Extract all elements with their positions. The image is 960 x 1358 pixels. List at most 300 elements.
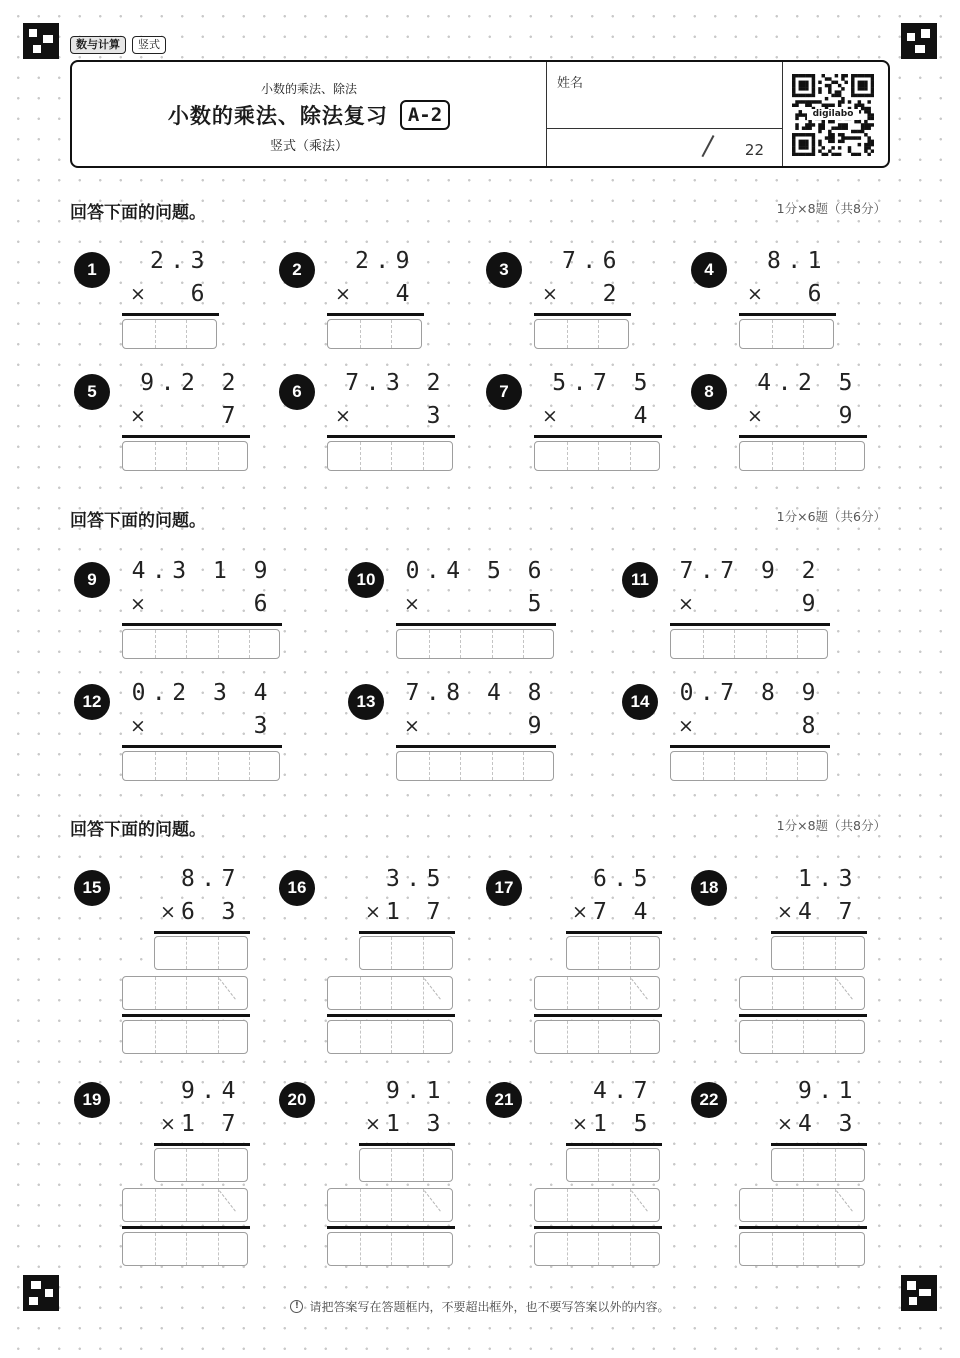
cell-divider: [155, 1021, 156, 1053]
cell-divider: [598, 1189, 599, 1221]
multiplier: 6: [190, 281, 211, 307]
corner-marker-top-right: [901, 23, 937, 59]
sum-line: [739, 1226, 867, 1229]
problem-number-badge: 1: [74, 252, 110, 288]
cell-divider: [803, 1189, 804, 1221]
answer-line: [739, 313, 836, 316]
diagonal-guide: [219, 978, 236, 999]
diagonal-guide: [424, 1190, 441, 1211]
cell-divider: [423, 1149, 424, 1181]
cell-divider: [567, 977, 568, 1009]
answer-line: [566, 1143, 662, 1146]
cell-divider: [630, 937, 631, 969]
problem-7: [486, 370, 672, 574]
multiplier: 3: [426, 403, 447, 429]
sum-line: [122, 1014, 250, 1017]
problem-number-badge: 16: [279, 870, 315, 906]
answer-box[interactable]: [122, 976, 248, 1010]
answer-line: [122, 435, 250, 438]
problem-number-badge: 10: [348, 562, 384, 598]
info-icon: !: [290, 1300, 303, 1313]
cell-divider: [797, 630, 798, 658]
problem-number-badge: 14: [622, 684, 658, 720]
page-title: [72, 100, 546, 130]
answer-box[interactable]: [566, 936, 660, 970]
multiplier: 4 7: [797, 899, 859, 925]
score-total: 22: [744, 141, 764, 159]
cell-divider: [797, 752, 798, 780]
topic-tags: [70, 36, 166, 54]
answer-box[interactable]: [534, 319, 629, 349]
multiplier: 1 7: [385, 899, 447, 925]
answer-line: [327, 313, 424, 316]
cell-divider: [155, 320, 156, 348]
cell-divider: [803, 320, 804, 348]
times-sign: ×: [335, 283, 351, 305]
cell-divider: [423, 442, 424, 470]
multiplicand: 7.7 9 2: [679, 558, 822, 584]
answer-box[interactable]: [327, 1232, 453, 1266]
cell-divider: [155, 977, 156, 1009]
times-sign: ×: [572, 1113, 588, 1135]
answer-line: [771, 1143, 867, 1146]
answer-box[interactable]: [122, 1232, 248, 1266]
cell-divider: [567, 320, 568, 348]
answer-box[interactable]: [771, 936, 865, 970]
multiplicand: 8.1: [766, 248, 828, 274]
multiplier: 6: [807, 281, 828, 307]
problem-number-badge: 7: [486, 374, 522, 410]
answer-line: [154, 1143, 250, 1146]
cell-divider: [186, 442, 187, 470]
multiplicand: 9.4: [180, 1078, 242, 1104]
answer-box[interactable]: [154, 936, 248, 970]
answer-box[interactable]: [534, 976, 660, 1010]
multiplier: 7 4: [592, 899, 654, 925]
problem-number-badge: 13: [348, 684, 384, 720]
answer-line: [122, 745, 282, 748]
multiplicand: 7.3 2: [345, 370, 447, 396]
cell-divider: [186, 937, 187, 969]
subtitle: 竖式（乘法）: [269, 139, 348, 154]
problem-number-badge: 20: [279, 1082, 315, 1118]
multiplicand: 1.3: [797, 866, 859, 892]
cell-divider: [598, 1021, 599, 1053]
times-sign: ×: [542, 283, 558, 305]
multiplicand: 9.1: [797, 1078, 859, 1104]
cell-divider: [391, 1189, 392, 1221]
problem-16: [279, 866, 465, 1070]
cell-divider: [803, 442, 804, 470]
cell-divider: [218, 442, 219, 470]
multiplicand: 3.5: [385, 866, 447, 892]
multiplier: 4: [395, 281, 416, 307]
multiplier: 1 3: [385, 1111, 447, 1137]
cell-divider: [630, 442, 631, 470]
section-1-score: 1分×8题（共8分）: [776, 201, 886, 216]
cell-divider: [218, 977, 219, 1009]
sum-line: [327, 1226, 455, 1229]
cell-divider: [186, 1189, 187, 1221]
multiplier: 4 3: [797, 1111, 859, 1137]
section-3-title: 回答下面的问题。: [70, 820, 206, 840]
multiplier: 6: [253, 591, 274, 617]
times-sign: ×: [572, 901, 588, 923]
answer-box[interactable]: [739, 1232, 865, 1266]
cell-divider: [523, 630, 524, 658]
answer-box[interactable]: [739, 1188, 865, 1222]
answer-box[interactable]: [122, 1188, 248, 1222]
problem-number-badge: 17: [486, 870, 522, 906]
answer-box[interactable]: [739, 441, 865, 471]
cell-divider: [703, 752, 704, 780]
problem-number-badge: 11: [622, 562, 658, 598]
cell-divider: [155, 752, 156, 780]
cell-divider: [835, 1233, 836, 1265]
sum-line: [739, 1014, 867, 1017]
problem-6: [279, 370, 465, 574]
answer-line: [670, 623, 830, 626]
problem-21: [486, 1078, 672, 1282]
cell-divider: [155, 442, 156, 470]
answer-line: [122, 623, 282, 626]
cell-divider: [391, 442, 392, 470]
multiplier: 8: [801, 713, 822, 739]
diagonal-guide: [836, 1190, 853, 1211]
multiplier: 6 3: [180, 899, 242, 925]
problem-12: [74, 680, 292, 884]
answer-line: [122, 313, 219, 316]
problem-17: [486, 866, 672, 1070]
answer-line: [566, 931, 662, 934]
answer-box[interactable]: [739, 976, 865, 1010]
cell-divider: [803, 1233, 804, 1265]
answer-box[interactable]: [534, 1020, 660, 1054]
cell-divider: [186, 1021, 187, 1053]
answer-line: [359, 1143, 455, 1146]
answer-box[interactable]: [122, 629, 280, 659]
cell-divider: [630, 1149, 631, 1181]
answer-line: [396, 623, 556, 626]
multiplier: 4: [633, 403, 654, 429]
cell-divider: [772, 977, 773, 1009]
cell-divider: [630, 1233, 631, 1265]
diagonal-guide: [836, 978, 853, 999]
problem-8: [691, 370, 877, 574]
times-sign: ×: [777, 1113, 793, 1135]
multiplier: 7: [221, 403, 242, 429]
cell-divider: [423, 977, 424, 1009]
title-block: [72, 62, 547, 166]
answer-box[interactable]: [534, 1188, 660, 1222]
times-sign: ×: [404, 715, 420, 737]
section-2-title: 回答下面的问题。: [70, 511, 206, 531]
problem-22: [691, 1078, 877, 1282]
multiplicand: 2.3: [149, 248, 211, 274]
sum-line: [534, 1226, 662, 1229]
cell-divider: [598, 977, 599, 1009]
answer-line: [534, 313, 631, 316]
multiplicand: 7.8 4 8: [405, 680, 548, 706]
cell-divider: [772, 1021, 773, 1053]
cell-divider: [598, 1149, 599, 1181]
cell-divider: [186, 977, 187, 1009]
title-text: 小数的乘法、除法复习: [167, 104, 388, 128]
footer-text: 请把答案写在答题框内，不要超出框外，也不要写答案以外的内容。: [309, 1300, 670, 1314]
name-divider: [547, 128, 782, 129]
times-sign: ×: [365, 1113, 381, 1135]
problem-number-badge: 18: [691, 870, 727, 906]
answer-line: [327, 435, 455, 438]
cell-divider: [630, 977, 631, 1009]
multiplier: 1 7: [180, 1111, 242, 1137]
cell-divider: [218, 1149, 219, 1181]
problem-number-badge: 5: [74, 374, 110, 410]
cell-divider: [218, 937, 219, 969]
problem-number-badge: 6: [279, 374, 315, 410]
unit-title: 小数的乘法、除法: [260, 82, 357, 96]
answer-line: [396, 745, 556, 748]
cell-divider: [155, 1189, 156, 1221]
cell-divider: [360, 1233, 361, 1265]
cell-divider: [186, 320, 187, 348]
cell-divider: [567, 1233, 568, 1265]
cell-divider: [772, 1233, 773, 1265]
cell-divider: [835, 977, 836, 1009]
cell-divider: [391, 1149, 392, 1181]
times-sign: ×: [747, 405, 763, 427]
multiplicand: 8.7: [180, 866, 242, 892]
cell-divider: [630, 1021, 631, 1053]
cell-divider: [391, 320, 392, 348]
multiplier: 5: [527, 591, 548, 617]
multiplier: 1 5: [592, 1111, 654, 1137]
cell-divider: [429, 752, 430, 780]
diagonal-guide: [631, 1190, 648, 1211]
answer-box[interactable]: [327, 319, 422, 349]
section-2-score: 1分×6题（共6分）: [776, 509, 886, 524]
problem-14: [622, 680, 840, 884]
diagonal-guide: [424, 978, 441, 999]
times-sign: ×: [130, 715, 146, 737]
problem-15: [74, 866, 260, 1070]
problem-number-badge: 9: [74, 562, 110, 598]
cell-divider: [186, 630, 187, 658]
cell-divider: [835, 1189, 836, 1221]
problem-5: [74, 370, 260, 574]
answer-box[interactable]: [122, 441, 248, 471]
cell-divider: [423, 1021, 424, 1053]
cell-divider: [155, 1233, 156, 1265]
sum-line: [122, 1226, 250, 1229]
cell-divider: [423, 937, 424, 969]
problem-20: [279, 1078, 465, 1282]
times-sign: ×: [160, 1113, 176, 1135]
problem-13: [348, 680, 566, 884]
worksheet-header: [70, 60, 890, 168]
times-sign: ×: [542, 405, 558, 427]
answer-box[interactable]: [327, 1020, 453, 1054]
cell-divider: [218, 1233, 219, 1265]
times-sign: ×: [130, 593, 146, 615]
cell-divider: [598, 320, 599, 348]
multiplicand: 0.2 3 4: [131, 680, 274, 706]
cell-divider: [734, 630, 735, 658]
answer-line: [670, 745, 830, 748]
cell-divider: [155, 630, 156, 658]
cell-divider: [391, 977, 392, 1009]
problem-number-badge: 21: [486, 1082, 522, 1118]
cell-divider: [598, 442, 599, 470]
answer-line: [739, 435, 867, 438]
cell-divider: [567, 1189, 568, 1221]
times-sign: ×: [404, 593, 420, 615]
cell-divider: [186, 1233, 187, 1265]
score-slash: [701, 135, 714, 157]
answer-box[interactable]: [359, 1148, 453, 1182]
answer-box[interactable]: [771, 1148, 865, 1182]
problem-18: [691, 866, 877, 1070]
footer-note: [0, 1298, 960, 1315]
cell-divider: [186, 752, 187, 780]
cell-divider: [391, 937, 392, 969]
multiplicand: 9.2 2: [140, 370, 242, 396]
section-3-score: 1分×8题（共8分）: [776, 818, 886, 833]
answer-line: [534, 435, 662, 438]
cell-divider: [835, 937, 836, 969]
multiplicand: 0.7 8 9: [679, 680, 822, 706]
answer-box[interactable]: [670, 629, 828, 659]
multiplicand: 5.7 5: [552, 370, 654, 396]
multiplicand: 0.4 5 6: [405, 558, 548, 584]
multiplicand: 4.7: [592, 1078, 654, 1104]
cell-divider: [803, 1021, 804, 1053]
times-sign: ×: [678, 593, 694, 615]
multiplicand: 4.2 5: [757, 370, 859, 396]
cell-divider: [835, 1149, 836, 1181]
answer-box[interactable]: [359, 936, 453, 970]
problem-number-badge: 22: [691, 1082, 727, 1118]
answer-box[interactable]: [670, 751, 828, 781]
answer-box[interactable]: [327, 1188, 453, 1222]
cell-divider: [460, 630, 461, 658]
multiplicand: 4.3 1 9: [131, 558, 274, 584]
name-label: 姓名: [557, 76, 584, 91]
times-sign: ×: [678, 715, 694, 737]
times-sign: ×: [365, 901, 381, 923]
multiplicand: 2.9: [354, 248, 416, 274]
cell-divider: [186, 1149, 187, 1181]
diagonal-guide: [219, 1190, 236, 1211]
cell-divider: [492, 752, 493, 780]
multiplier: 9: [838, 403, 859, 429]
cell-divider: [835, 1021, 836, 1053]
cell-divider: [772, 320, 773, 348]
cell-divider: [218, 1021, 219, 1053]
cell-divider: [803, 937, 804, 969]
cell-divider: [423, 1189, 424, 1221]
cell-divider: [391, 1021, 392, 1053]
answer-box[interactable]: [154, 1148, 248, 1182]
answer-box[interactable]: [122, 1020, 248, 1054]
cell-divider: [218, 1189, 219, 1221]
cell-divider: [630, 1189, 631, 1221]
sum-line: [327, 1014, 455, 1017]
cell-divider: [360, 1189, 361, 1221]
times-sign: ×: [130, 405, 146, 427]
multiplicand: 9.1: [385, 1078, 447, 1104]
cell-divider: [772, 1189, 773, 1221]
times-sign: ×: [335, 405, 351, 427]
cell-divider: [360, 320, 361, 348]
answer-line: [771, 931, 867, 934]
times-sign: ×: [747, 283, 763, 305]
problem-number-badge: 19: [74, 1082, 110, 1118]
problem-number-badge: 3: [486, 252, 522, 288]
answer-box[interactable]: [122, 751, 280, 781]
section-1-title: 回答下面的问题。: [70, 203, 206, 223]
cell-divider: [360, 442, 361, 470]
problem-number-badge: 2: [279, 252, 315, 288]
cell-divider: [835, 442, 836, 470]
problem-number-badge: 15: [74, 870, 110, 906]
cell-divider: [598, 1233, 599, 1265]
topic-tag: 数与计算: [70, 36, 126, 54]
problem-number-badge: 8: [691, 374, 727, 410]
answer-box[interactable]: [122, 319, 217, 349]
cell-divider: [249, 630, 250, 658]
multiplicand: 6.5: [592, 866, 654, 892]
answer-line: [154, 931, 250, 934]
sum-line: [534, 1014, 662, 1017]
problem-19: [74, 1078, 260, 1282]
cell-divider: [429, 630, 430, 658]
multiplier: 9: [527, 713, 548, 739]
problem-number-badge: 12: [74, 684, 110, 720]
answer-box[interactable]: [566, 1148, 660, 1182]
times-sign: ×: [130, 283, 146, 305]
cell-divider: [567, 442, 568, 470]
problem-number-badge: 4: [691, 252, 727, 288]
cell-divider: [567, 1021, 568, 1053]
cell-divider: [803, 977, 804, 1009]
answer-box[interactable]: [396, 751, 554, 781]
cell-divider: [218, 752, 219, 780]
answer-box[interactable]: [327, 441, 453, 471]
name-score-block: [547, 62, 783, 166]
cell-divider: [460, 752, 461, 780]
answer-box[interactable]: [534, 441, 660, 471]
answer-box[interactable]: [739, 319, 834, 349]
corner-marker-top-left: [23, 23, 59, 59]
cell-divider: [523, 752, 524, 780]
level-badge: A-2: [400, 100, 450, 130]
cell-divider: [218, 630, 219, 658]
cell-divider: [598, 937, 599, 969]
cell-divider: [734, 752, 735, 780]
answer-box[interactable]: [396, 629, 554, 659]
answer-line: [359, 931, 455, 934]
cell-divider: [703, 630, 704, 658]
answer-box[interactable]: [327, 976, 453, 1010]
cell-divider: [391, 1233, 392, 1265]
answer-box[interactable]: [739, 1020, 865, 1054]
times-sign: ×: [777, 901, 793, 923]
multiplier: 3: [253, 713, 274, 739]
cell-divider: [492, 630, 493, 658]
answer-box[interactable]: [534, 1232, 660, 1266]
subtopic-tag: 竖式: [132, 36, 166, 54]
